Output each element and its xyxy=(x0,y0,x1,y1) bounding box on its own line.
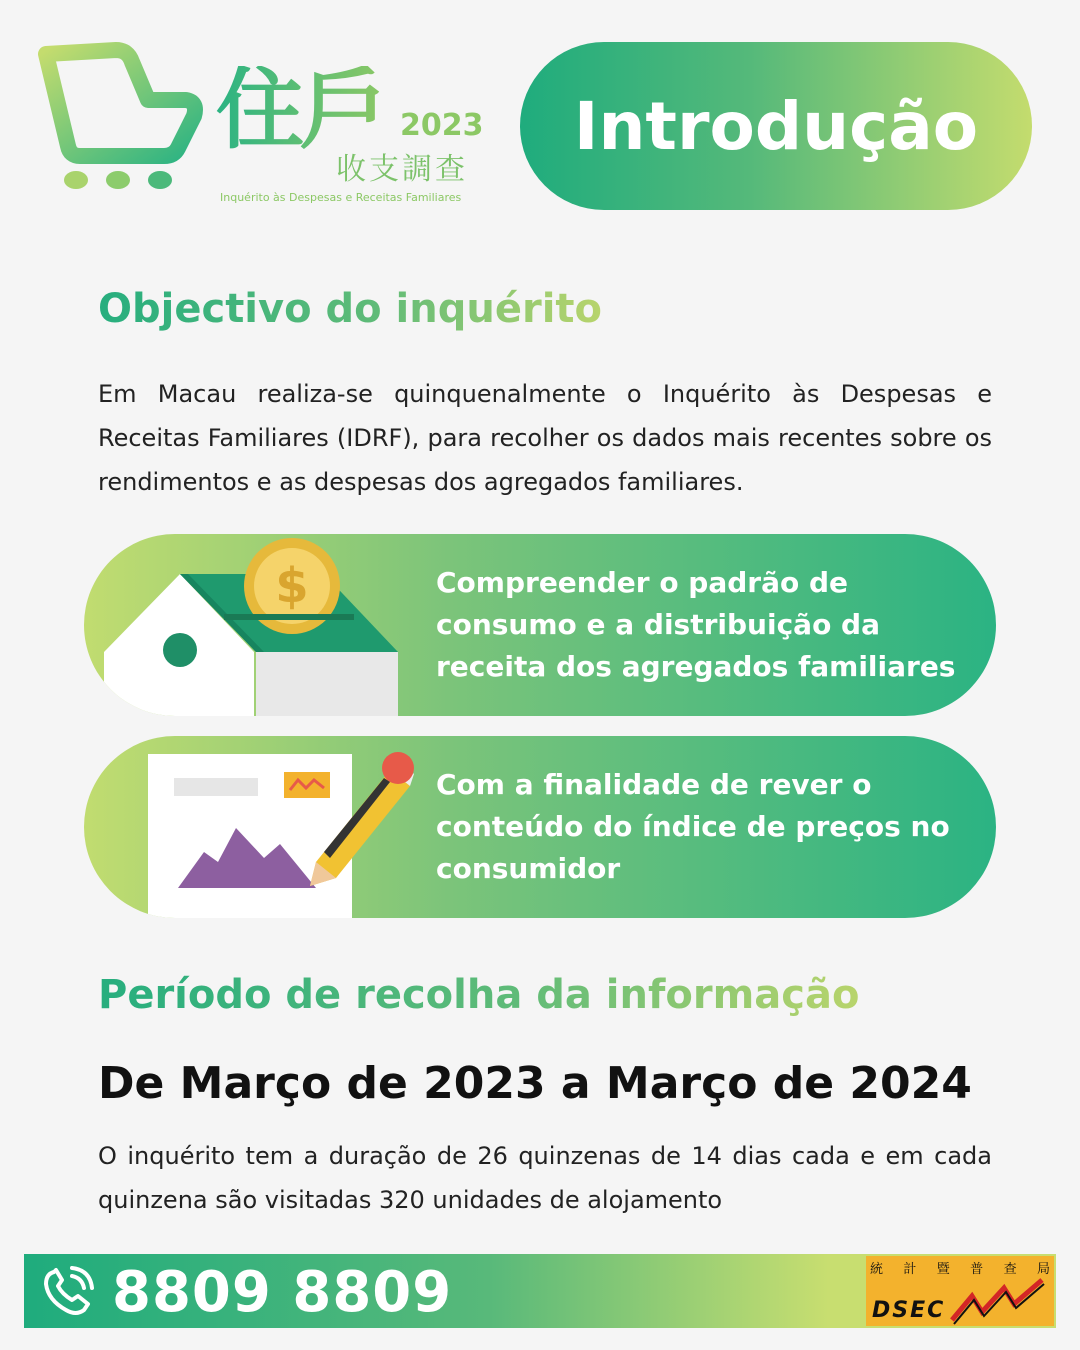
phone-number[interactable]: 8809 8809 xyxy=(112,1260,453,1325)
svg-text:$: $ xyxy=(275,558,309,614)
period-body: O inquérito tem a duração de 26 quinzenas de 14 dias cada e em cada quinzena são visitadas 320 unidades de alojamento xyxy=(98,1142,992,1214)
objective-heading: Objectivo do inquérito xyxy=(98,286,603,332)
logo-year: 2023 xyxy=(400,108,484,143)
period-range: De Março de 2023 a Março de 2024 xyxy=(98,1058,972,1109)
shopping-cart-icon xyxy=(36,36,206,196)
period-heading: Período de recolha da informação xyxy=(98,972,860,1018)
dsec-chinese-name: 統 計 暨 普 查 局 xyxy=(870,1262,1050,1277)
chart-document-pencil-icon xyxy=(84,736,424,918)
survey-logo xyxy=(36,36,484,212)
objective-body: Em Macau realiza-se quinquenalmente o Inquérito às Despesas e Receitas Familiares (IDRF), para recolher os dados mais recentes sobre os rendimentos e as despesas dos agregados familiares. xyxy=(98,380,992,496)
logo-title-chinese: 住戶 xyxy=(216,58,385,161)
logo-subtitle: Inquérito às Despesas e Receitas Familiares xyxy=(220,191,462,204)
page-title: Introdução xyxy=(573,87,979,165)
dsec-logo xyxy=(866,1256,1054,1326)
purpose-card-cpi xyxy=(84,736,996,918)
phone-icon xyxy=(40,1266,100,1318)
purpose-card-consumption xyxy=(84,534,996,716)
house-coin-icon xyxy=(84,534,424,716)
dsec-abbreviation: DSEC xyxy=(872,1298,946,1323)
logo-subtitle-chinese: 收支調查 xyxy=(336,152,468,187)
card-text: Com a finalidade de rever o conteúdo do índice de preços no consumidor xyxy=(436,768,950,885)
page-title-pill xyxy=(520,42,1032,210)
card-text: Compreender o padrão de consumo e a distribuição da receita dos agregados familiares xyxy=(436,566,956,683)
